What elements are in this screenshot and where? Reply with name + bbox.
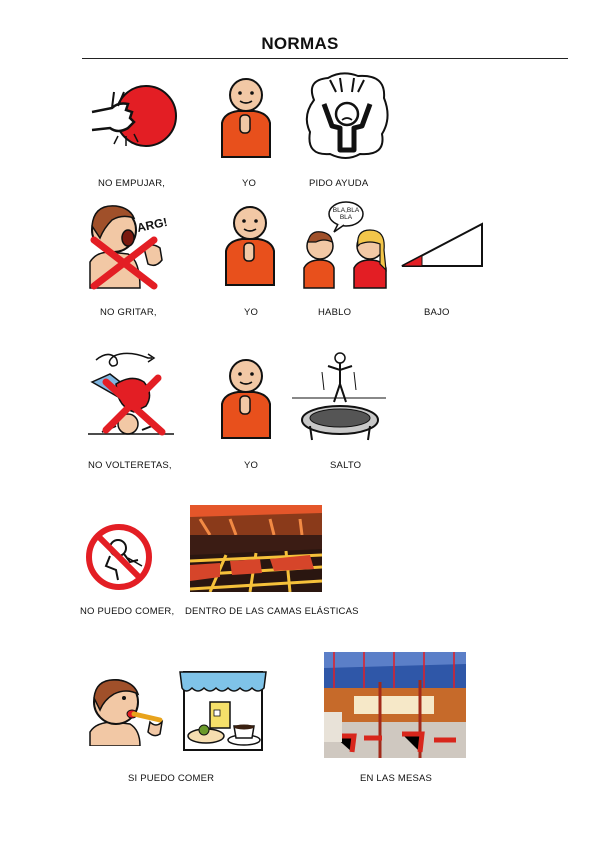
- shout-text: ARG!: [135, 214, 169, 235]
- eating-pictogram: [84, 676, 172, 746]
- title-divider: [82, 58, 568, 59]
- speech-bubble-line-1: BLA,BLA: [332, 207, 360, 214]
- speech-bubble-line-2: BLA: [339, 214, 353, 221]
- low-volume-pictogram: [398, 220, 486, 272]
- no-somersault-pictogram: [88, 348, 176, 442]
- label-no-puedo-comer: NO PUEDO COMER,: [80, 606, 175, 617]
- label-hablo: HABLO: [318, 307, 352, 318]
- label-dentro-camas-elasticas: DENTRO DE LAS CAMAS ELÁSTICAS: [185, 606, 359, 617]
- me-pictogram: [222, 203, 278, 287]
- label-no-empujar: NO EMPUJAR,: [98, 178, 166, 189]
- label-salto: SALTO: [330, 460, 362, 471]
- label-en-las-mesas: EN LAS MESAS: [360, 773, 433, 784]
- trampoline-jump-pictogram: [292, 350, 388, 444]
- me-pictogram: [218, 356, 274, 440]
- label-yo: YO: [244, 307, 259, 318]
- label-bajo: BAJO: [424, 307, 450, 318]
- label-yo: YO: [242, 178, 257, 189]
- dining-area-photo: [324, 652, 466, 758]
- label-yo: YO: [244, 460, 259, 471]
- trampoline-park-photo: [190, 505, 322, 592]
- label-pido-ayuda: PIDO AYUDA: [309, 178, 369, 189]
- label-no-gritar: NO GRITAR,: [100, 307, 157, 318]
- cafe-pictogram: [178, 668, 268, 754]
- page-title: NORMAS: [261, 34, 339, 53]
- talk-pictogram: [302, 200, 388, 290]
- ask-help-pictogram: [302, 70, 392, 162]
- label-si-puedo-comer: SI PUEDO COMER: [128, 773, 215, 784]
- me-pictogram: [218, 75, 274, 159]
- no-eating-sign: [84, 522, 154, 592]
- push-ball-pictogram: [88, 78, 180, 158]
- label-no-volteretas: NO VOLTERETAS,: [88, 460, 172, 471]
- no-shout-pictogram: [82, 198, 176, 290]
